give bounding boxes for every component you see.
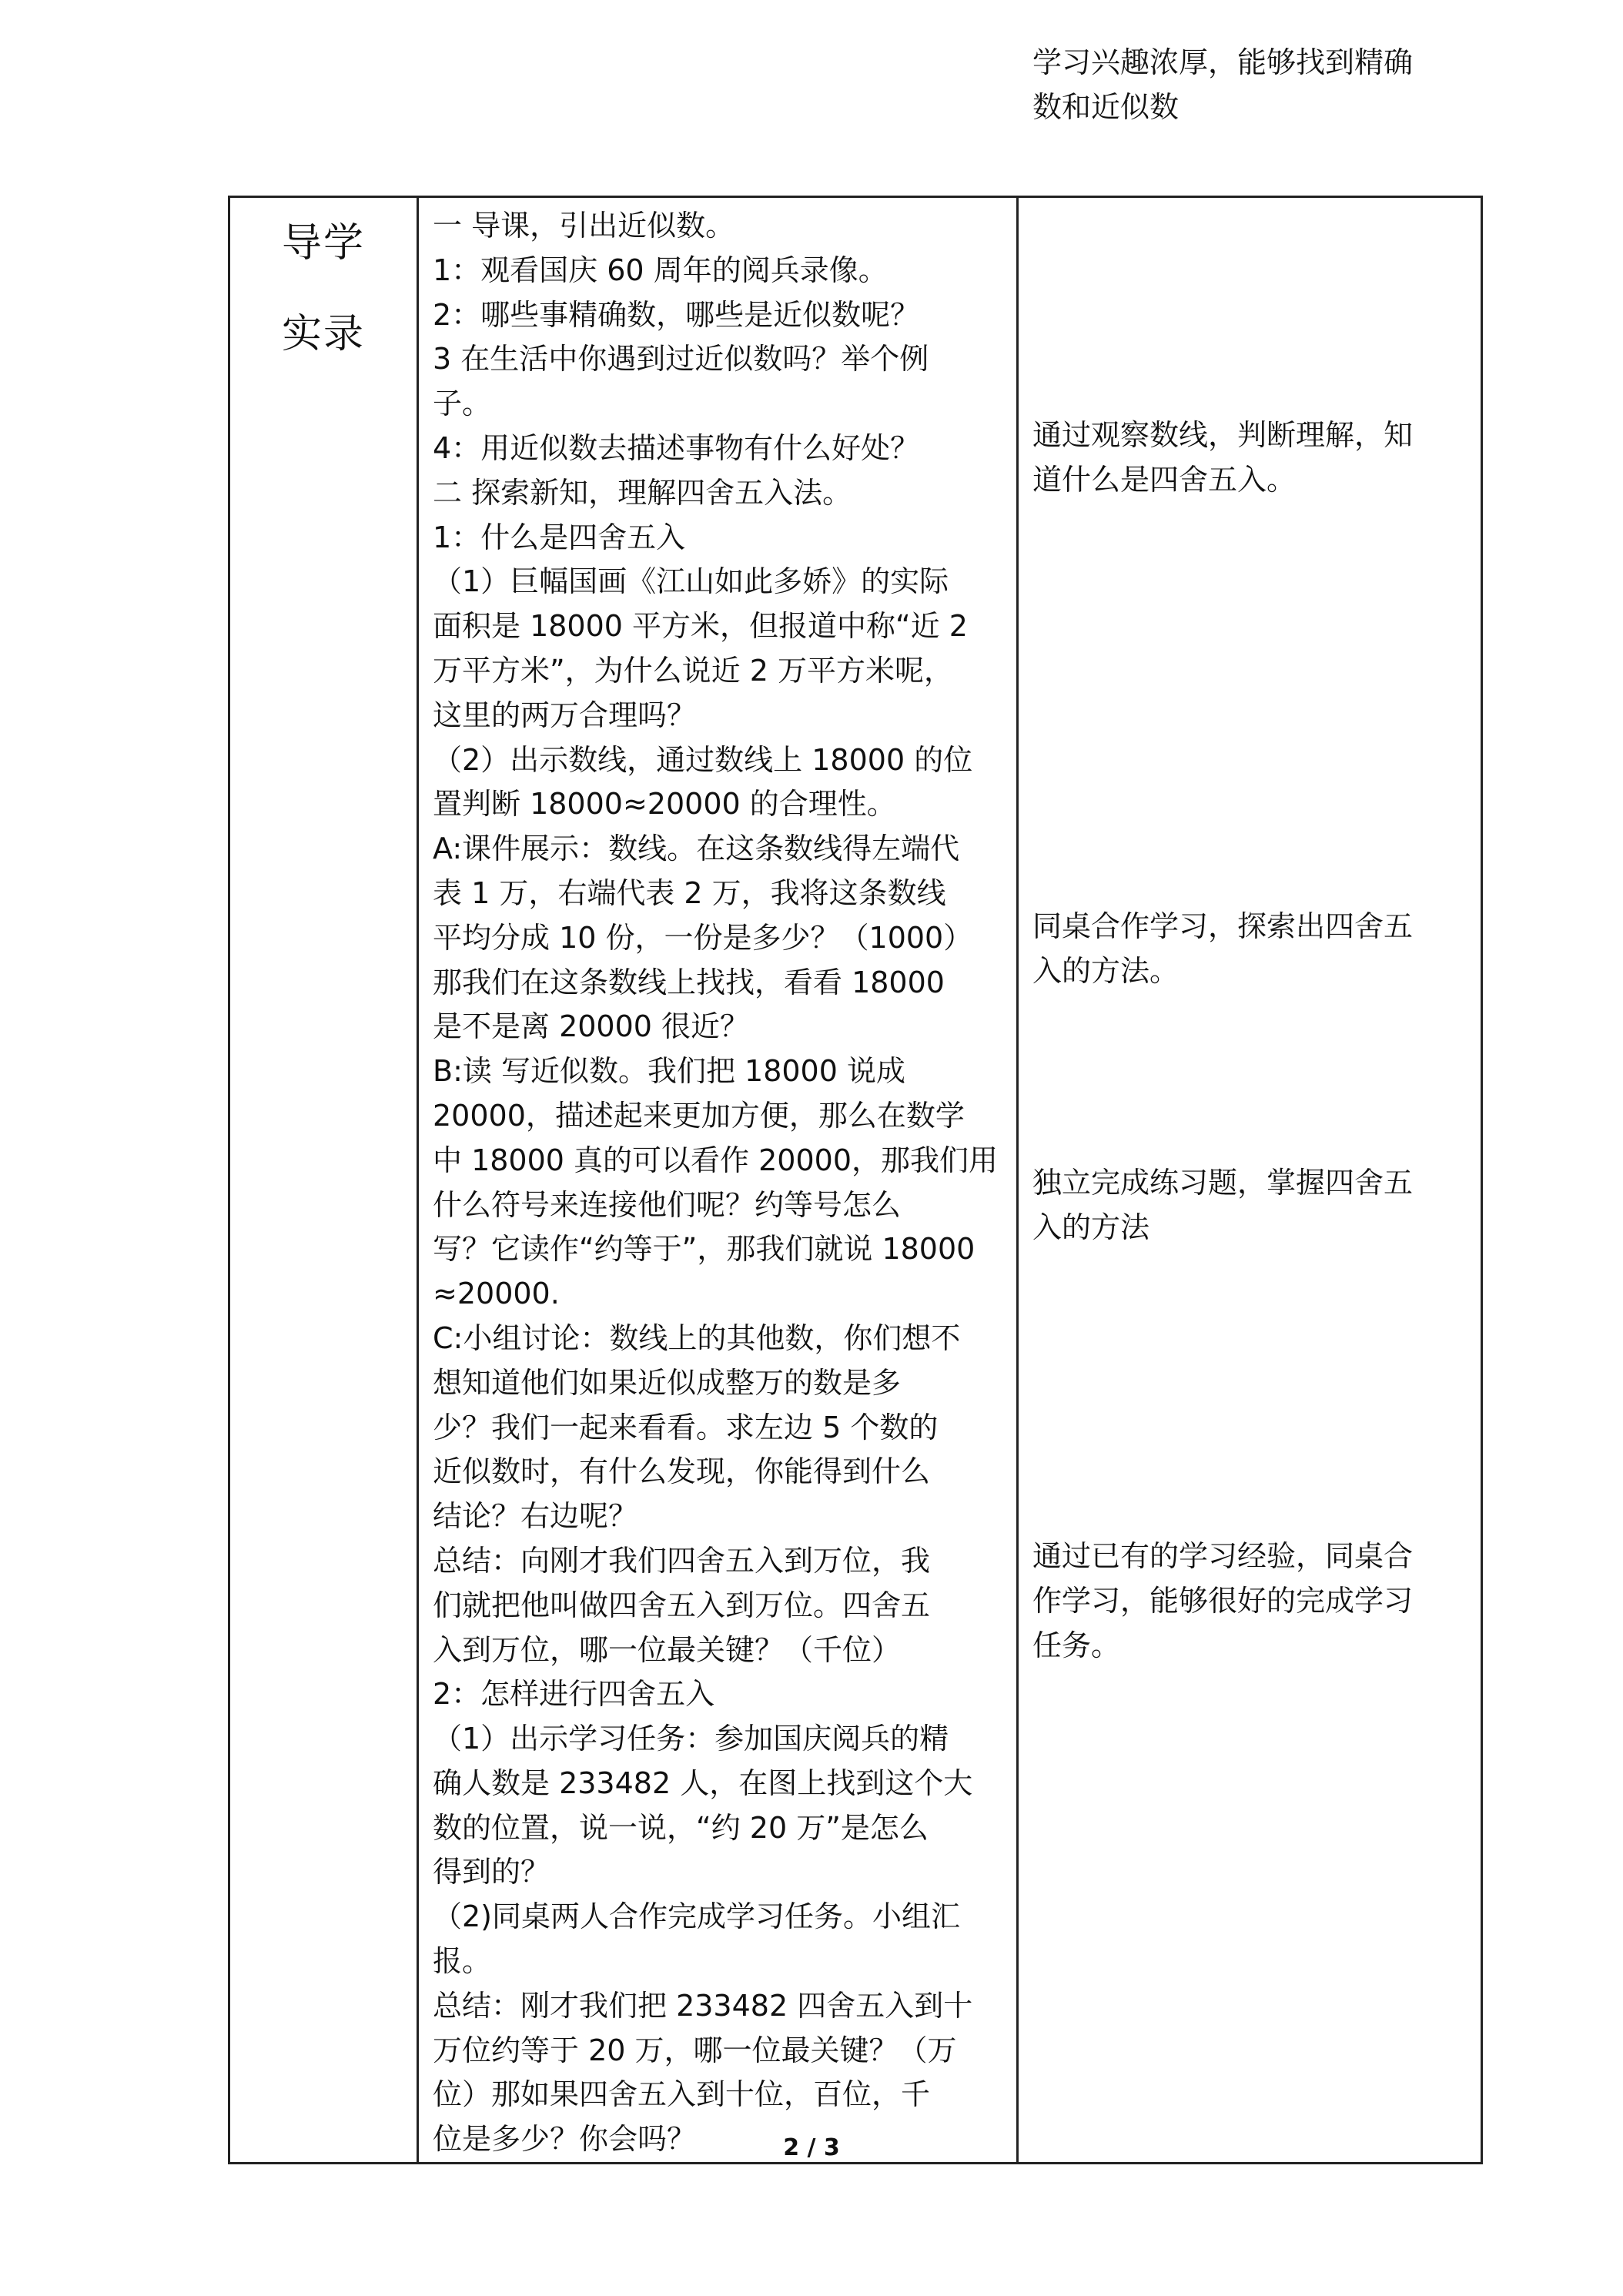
content-line: 数的位置，说一说，“约 20 万”是怎么 [433,1810,929,1845]
note-line: 任务。 [1032,1628,1121,1662]
note-line: 道什么是四舍五入。 [1032,462,1297,497]
page-number: 2 / 3 [783,2134,840,2161]
content-line: 确人数是 233482 人，在图上找到这个大 [433,1766,973,1800]
note-line: 入的方法 [1032,1210,1150,1244]
note-line: 独立完成练习题，掌握四舍五 [1032,1166,1414,1200]
learning-note [1032,1161,1473,1250]
content-line: 3 在生活中你遇到过近似数吗？举个例 [433,342,929,377]
note-line: 作学习，能够很好的完成学习 [1032,1583,1414,1618]
content-line: （1）巨幅国画《江山如此多娇》的实际 [433,564,949,599]
content-line: A:课件展示：数线。在这条数线得左端代 [433,832,960,866]
content-line: 什么符号来连接他们呢？约等号怎么 [433,1187,902,1222]
section-label-line-1: 导学 [281,220,365,266]
note-line: 入的方法。 [1032,953,1180,988]
note-line: 学习兴趣浓厚，能够找到精确 [1032,45,1414,79]
content-line: 少？我们一起来看看。求左边 5 个数的 [433,1410,939,1444]
note-line: 同桌合作学习，探索出四舍五 [1032,909,1414,943]
content-line: （1）出示学习任务：参加国庆阅兵的精 [433,1722,949,1756]
content-line: 2：哪些事精确数，哪些是近似数呢？ [433,297,920,332]
content-line: 得到的？ [433,1855,550,1889]
learning-note [1032,1535,1473,1668]
content-line: 总结：向刚才我们四舍五入到万位，我 [433,1543,931,1578]
content-line: 万平方米”，为什么说近 2 万平方米呢， [433,653,954,688]
content-line: 平均分成 10 份，一份是多少？（1000） [433,920,973,955]
content-line: 20000，描述起来更加方便，那么在数学 [433,1098,965,1133]
learning-note [1032,413,1473,503]
content-line: 近似数时，有什么发现，你能得到什么 [433,1454,931,1489]
learning-notes-cell [1018,45,1482,2164]
content-line: 一 导课，引出近似数。 [433,209,735,243]
table-row [229,197,1482,2164]
learning-note [1032,905,1473,994]
content-line: 们就把他叫做四舍五入到万位。四舍五 [433,1588,931,1622]
content-line: 2：怎样进行四舍五入 [433,1677,715,1712]
content-line: 中 18000 真的可以看作 20000，那我们用 [433,1143,999,1177]
learning-note [1032,41,1473,130]
content-line: 万位约等于 20 万，哪一位最关键？（万 [433,2033,957,2067]
content-line: 1：什么是四舍五入 [433,520,686,554]
content-line: ≈20000. [433,1277,560,1311]
content-line: 1：观看国庆 60 周年的阅兵录像。 [433,253,888,287]
content-line: 子。 [433,387,492,421]
content-line: 想知道他们如果近似成整万的数是多 [433,1365,902,1400]
content-line: 结论？右边呢？ [433,1499,638,1534]
content-line: 那我们在这条数线上找找，看看 18000 [433,965,945,999]
content-line: 4：用近似数去描述事物有什么好处？ [433,430,920,465]
content-line: B:读 写近似数。我们把 18000 说成 [433,1054,905,1089]
content-line: 写？它读作“约等于”，那我们就说 18000 [433,1232,975,1267]
note-line: 通过观察数线，判断理解，知 [1032,418,1414,452]
note-line: 通过已有的学习经验，同桌合 [1032,1539,1414,1573]
lesson-table [228,45,1483,2164]
learning-notes-text [1019,45,1481,2162]
content-line: 位是多少？你会吗？ [433,2122,697,2157]
content-line: （2)同桌两人合作完成学习任务。小组汇 [433,1899,961,1934]
lesson-content-text [419,198,1016,2162]
lesson-content-cell [418,197,1018,2164]
content-line: 总结：刚才我们把 233482 四舍五入到十 [433,1988,973,2023]
content-line: 入到万位，哪一位最关键？（千位） [433,1632,902,1667]
content-line: 是不是离 20000 很近？ [433,1009,750,1044]
section-label-line-2: 实录 [281,311,365,357]
content-line: 二 探索新知，理解四舍五入法。 [433,475,852,510]
content-line: （2）出示数线，通过数线上 18000 的位 [433,742,973,777]
content-line: 这里的两万合理吗？ [433,698,697,732]
content-line: C:小组讨论：数线上的其他数，你们想不 [433,1320,961,1355]
content-line: 位）那如果四舍五入到十位，百位，千 [433,2077,931,2112]
content-line: 面积是 18000 平方米，但报道中称“近 2 [433,609,968,644]
content-line: 报。 [433,1944,492,1979]
content-line: 置判断 18000≈20000 的合理性。 [433,787,896,822]
note-line: 数和近似数 [1032,89,1180,124]
section-label-cell [229,197,418,2164]
content-line: 表 1 万，右端代表 2 万，我将这条数线 [433,875,946,910]
